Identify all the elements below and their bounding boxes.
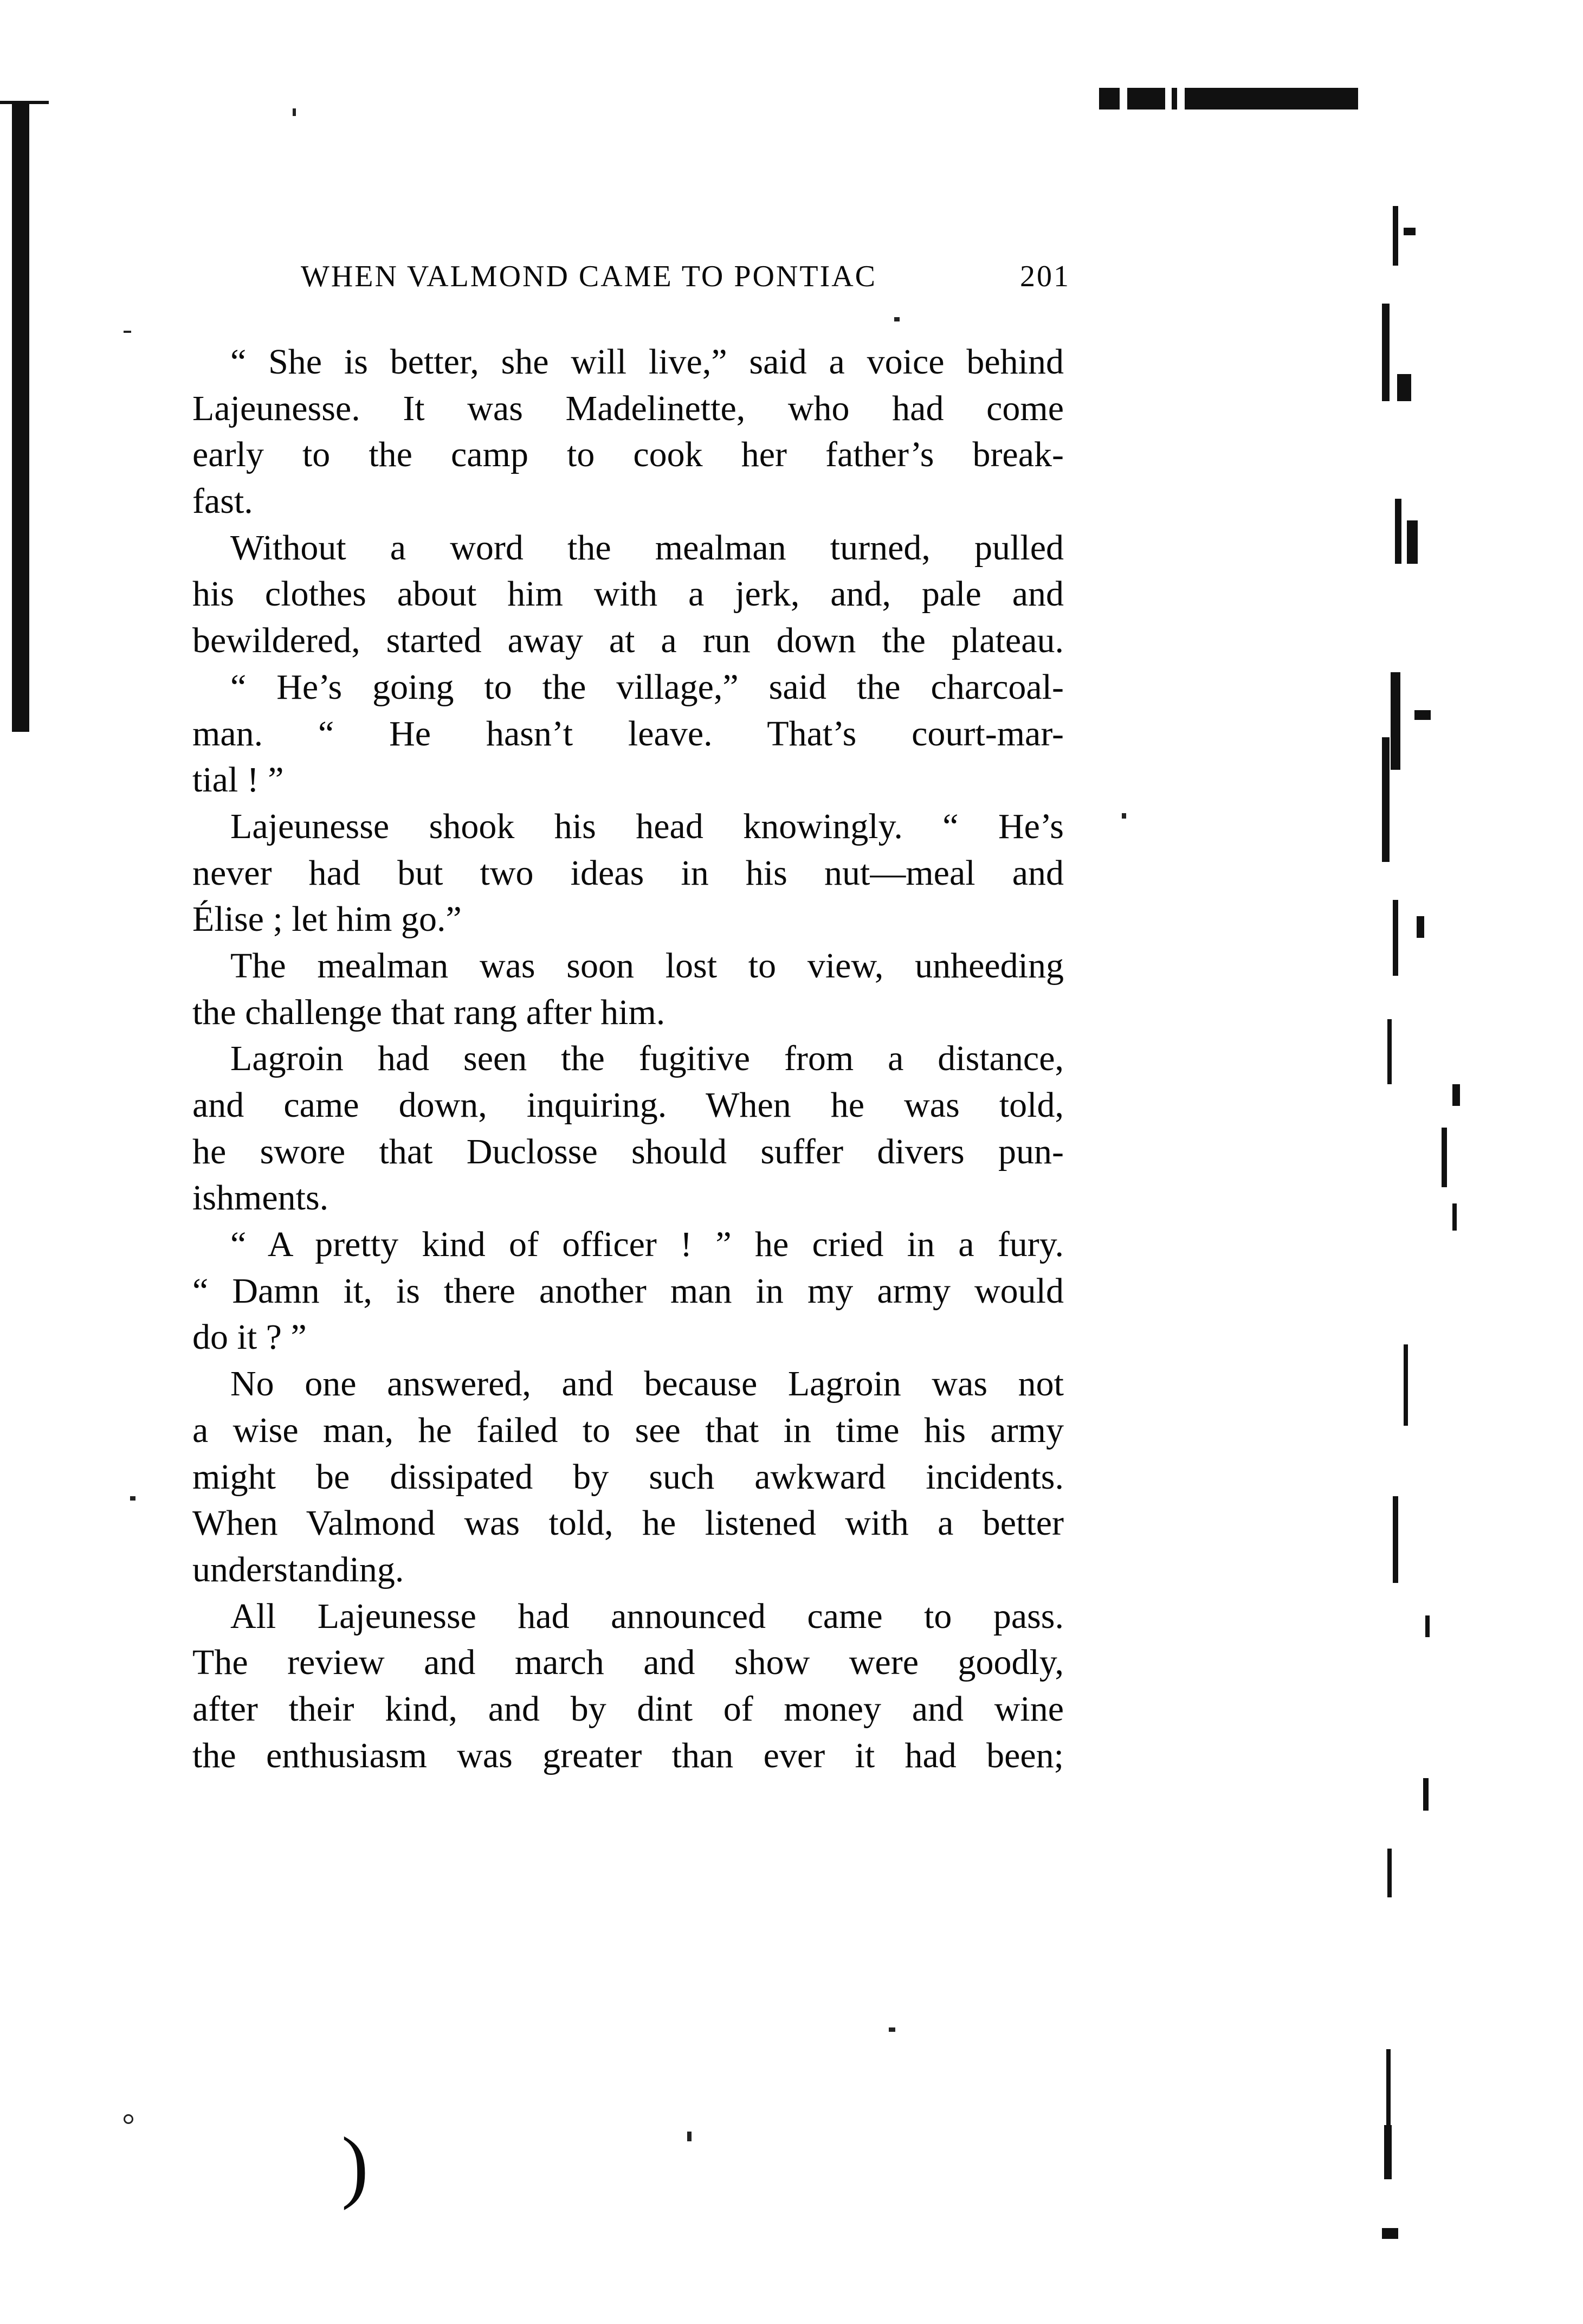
text-line: understanding. xyxy=(192,1549,404,1589)
scan-edge-strip xyxy=(1099,88,1358,110)
text-line: “ Damn it, is there another man in my army would xyxy=(192,1271,1064,1311)
text-line: The review and march and show were goodly, xyxy=(192,1643,1064,1683)
text-line: might be dissipated by such awkward incidents. xyxy=(192,1457,1064,1497)
text-line: his clothes about him with a jerk, and, pale and xyxy=(192,574,1064,614)
scan-speck xyxy=(124,331,131,333)
body-text xyxy=(192,339,1064,1779)
text-line: All Lajeunesse had announced came to pass. xyxy=(230,1596,1064,1636)
scan-speck xyxy=(130,1496,135,1501)
text-line: Lagroin had seen the fugitive from a distance, xyxy=(230,1039,1064,1079)
text-line: never had but two ideas in his nut—meal and xyxy=(192,853,1064,893)
text-line: “ A pretty kind of officer ! ” he cried in a fury. xyxy=(230,1225,1064,1265)
text-line: No one answered, and because Lagroin was not xyxy=(230,1364,1064,1404)
text-line: Lajeunesse shook his head knowingly. “ He’s xyxy=(230,806,1064,846)
scan-speck xyxy=(889,2027,895,2032)
paragraph xyxy=(192,943,1064,1035)
text-line: tial ! ” xyxy=(192,760,284,800)
paragraph xyxy=(192,525,1064,664)
scan-speck xyxy=(687,2132,692,2141)
binding-edge-bar xyxy=(12,103,29,732)
text-line: he swore that Duclosse should suffer divers pun- xyxy=(192,1131,1064,1171)
text-line: do it ? ” xyxy=(192,1317,307,1357)
text-line: man. “ He hasn’t leave. That’s court-mar- xyxy=(192,713,1064,754)
text-line: after their kind, and by dint of money and wine xyxy=(192,1689,1064,1729)
text-line: Without a word the mealman turned, pulled xyxy=(230,527,1064,568)
text-line: early to the camp to cook her father’s break- xyxy=(192,435,1064,475)
torn-margin-artifacts xyxy=(1371,195,1479,2179)
scan-speck xyxy=(894,317,900,321)
running-title: WHEN VALMOND CAME TO PONTIAC xyxy=(301,260,877,293)
running-head xyxy=(301,259,1070,302)
scan-artifact-paren: ) xyxy=(341,2121,369,2211)
text-line: fast. xyxy=(192,481,253,522)
text-line: Lajeunesse. It was Madelinette, who had come xyxy=(192,388,1064,428)
paragraph xyxy=(192,1593,1064,1779)
text-line: “ He’s going to the village,” said the charcoal- xyxy=(230,667,1064,707)
scan-speck xyxy=(124,2114,133,2124)
scan-speck xyxy=(293,108,296,116)
text-line: When Valmond was told, he listened with a better xyxy=(192,1503,1064,1543)
paragraph xyxy=(192,1035,1064,1221)
paragraph xyxy=(192,803,1064,943)
page-number: 201 xyxy=(1020,260,1070,293)
text-line: The mealman was soon lost to view, unheeding xyxy=(230,945,1064,986)
text-line: bewildered, started away at a run down the plateau. xyxy=(192,621,1064,661)
text-line: “ She is better, she will live,” said a voice behind xyxy=(230,342,1064,382)
text-line: the challenge that rang after him. xyxy=(192,992,665,1032)
paragraph xyxy=(192,664,1064,803)
text-line: ishments. xyxy=(192,1178,329,1218)
paragraph xyxy=(192,1361,1064,1593)
scan-speck xyxy=(1122,813,1126,819)
paragraph xyxy=(192,339,1064,525)
paragraph xyxy=(192,1221,1064,1361)
text-line: a wise man, he failed to see that in time his army xyxy=(192,1410,1064,1450)
text-line: and came down, inquiring. When he was told, xyxy=(192,1085,1064,1125)
text-line: Élise ; let him go.” xyxy=(192,899,462,939)
text-line: the enthusiasm was greater than ever it had been; xyxy=(192,1735,1064,1775)
